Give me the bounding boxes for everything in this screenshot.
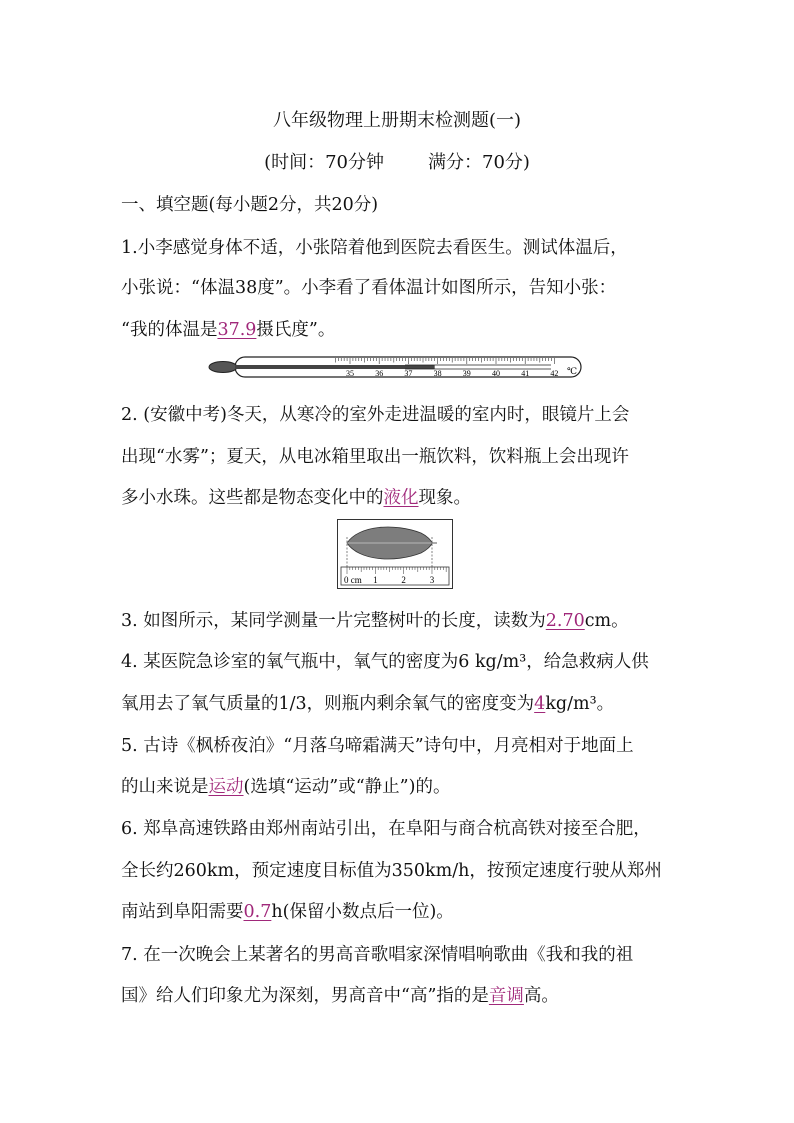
q4-line1: 4. 某医院急诊室的氧气瓶中，氧气的密度为6 kg/m³，给急救病人供 [121,652,649,672]
leaf-ruler-figure [337,519,453,589]
q7-text: 国》给人们印象尤为深刻，男高音中“高”指的是 [121,986,489,1006]
thermometer-tick-label: 35 [346,369,354,378]
exam-info [0,148,794,174]
q1-line1: 1.小李感觉身体不适，小张陪着他到医院去看医生。测试体温后， [121,238,628,258]
ruler-label: 3 [429,575,435,585]
q1-line3 [121,316,681,341]
thermometer-tick-label: 41 [521,369,530,378]
q6-text: 南站到阜阳需要 [121,902,244,922]
q4-text-end: kg/m³。 [545,694,615,714]
ruler-label: 2 [401,575,406,585]
q2-line2: 出现“水雾”；夏天，从电冰箱里取出一瓶饮料，饮料瓶上会出现许 [121,447,629,467]
q3-text: 3. 如图所示，某同学测量一片完整树叶的长度，读数为 [121,611,546,631]
q6-line3 [121,898,681,923]
q6-line2: 全长约260km，预定速度目标值为350km/h，按预定速度行驶从郑州 [121,861,662,881]
q7-line2 [121,982,681,1007]
q1-answer: 37.9 [217,320,257,340]
full-score: 满分：70分) [428,152,530,173]
ruler-label: 1 [373,575,378,585]
q1-text-end: 摄氏度”。 [256,320,336,340]
q3-text-end: cm。 [584,611,629,631]
time-limit: (时间：70分钟 [264,152,384,173]
ruler-label: 0 cm [344,575,362,585]
thermometer-tick-label: 40 [492,369,500,378]
thermometer-tick-label: 38 [433,369,442,378]
q4-answer: 4 [534,694,546,714]
q6-line1: 6. 郑阜高速铁路由郑州南站引出，在阜阳与商合杭高铁对接至合肥， [121,819,651,839]
thermometer-unit: ℃ [567,366,578,376]
q2-line1: 2. (安徽中考)冬天，从寒冷的室外走进温暖的室内时，眼镜片上会 [121,405,630,425]
page-title: 八年级物理上册期末检测题(一) [272,110,522,131]
thermometer-figure [205,354,589,384]
thermometer-tick-label: 42 [550,369,559,378]
section-heading: 一、填空题(每小题2分，共20分) [121,195,379,215]
q1-line2: 小张说：“体温38度”。小李看了看体温计如图所示，告知小张： [121,278,617,298]
q4-line2 [121,690,681,715]
thermometer-tick-label: 37 [404,369,413,378]
q2-line3 [121,484,681,509]
q2-answer: 液化 [383,488,419,508]
thermometer-tick-label: 39 [462,369,471,378]
q3-line [121,607,681,632]
q1-text: “我的体温是 [121,320,218,340]
q5-text: 的山来说是 [121,777,209,797]
q5-text-end: (选填“运动”或“静止”)的。 [243,777,451,797]
q7-answer: 音调 [488,986,524,1006]
q2-text: 多小水珠。这些都是物态变化中的 [121,488,384,508]
q7-line1: 7. 在一次晚会上某著名的男高音歌唱家深情唱响歌曲《我和我的祖 [121,945,634,965]
q5-answer: 运动 [208,777,244,797]
q2-text-end: 现象。 [418,488,471,508]
q5-line2 [121,773,681,798]
q4-text: 氧用去了氧气质量的1/3，则瓶内剩余氧气的密度变为 [121,694,535,714]
q6-answer: 0.7 [243,902,272,922]
thermometer-tick-label: 36 [375,369,384,378]
q7-text-end: 高。 [523,986,559,1006]
q3-answer: 2.70 [545,611,585,631]
q5-line1: 5. 古诗《枫桥夜泊》“月落乌啼霜满天”诗句中，月亮相对于地面上 [121,736,634,756]
q6-text-end: h(保留小数点后一位)。 [271,902,454,922]
